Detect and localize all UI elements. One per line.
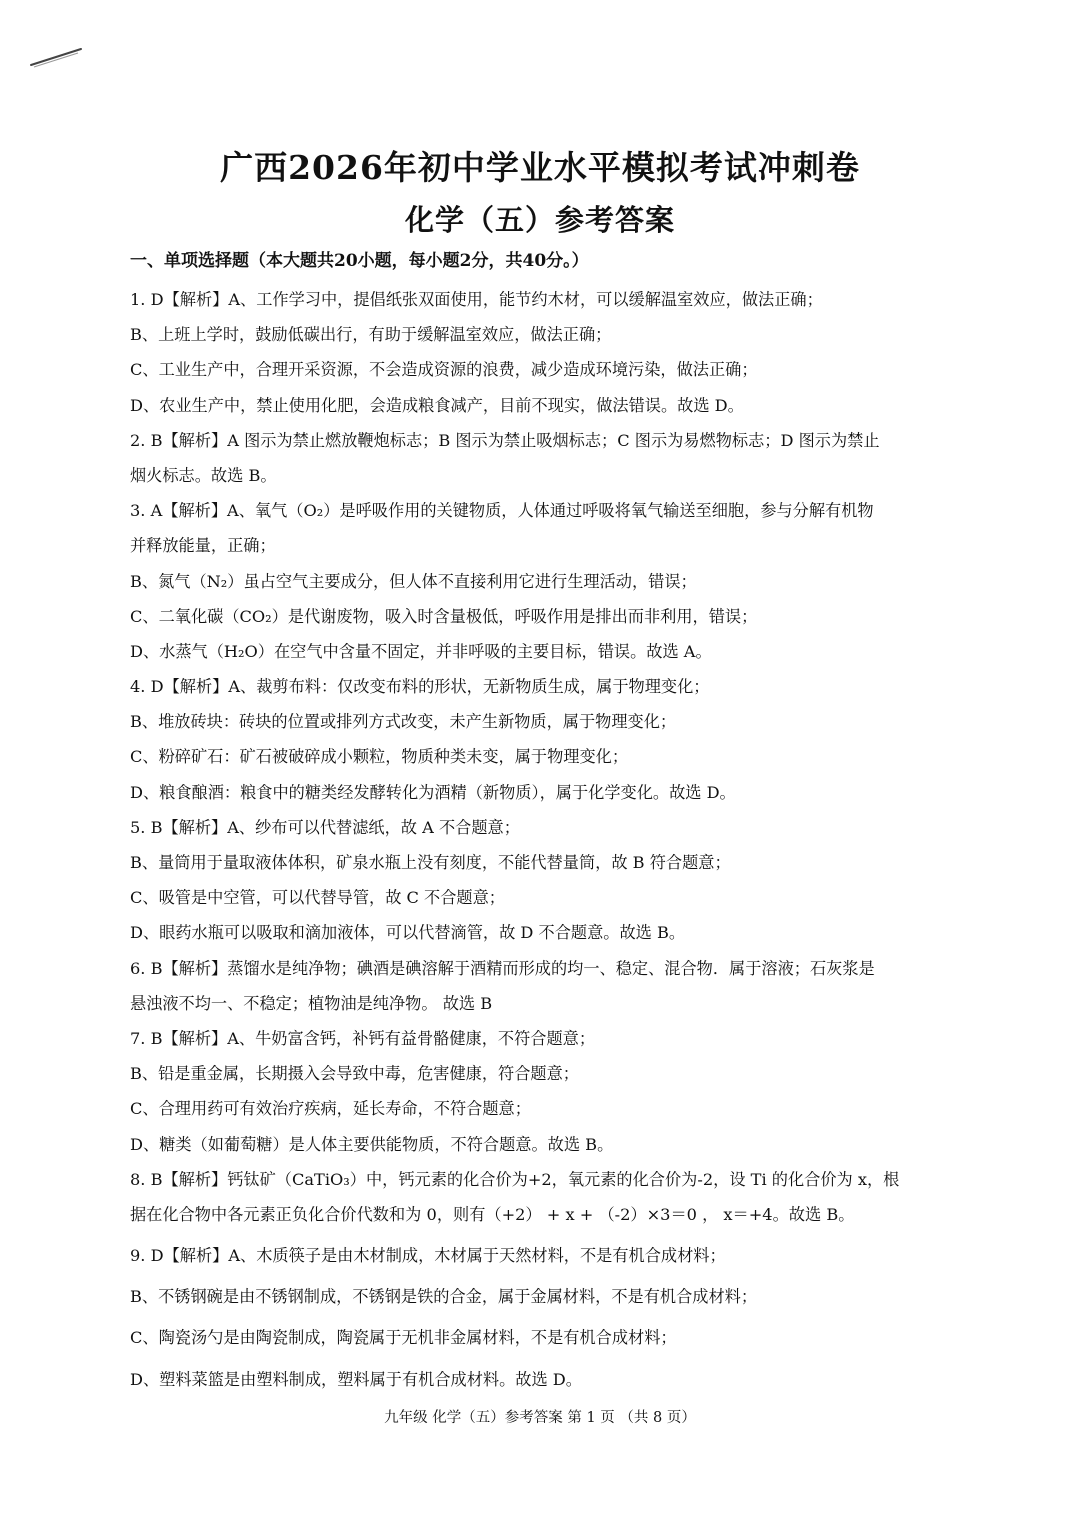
answer-line: 6. B【解析】蒸馏水是纯净物；碘酒是碘溶解于酒精而形成的均一、稳定、混合物．属于溶液；石灰浆是 (130, 958, 875, 978)
answer-line: 悬浊液不均一、不稳定；植物油是纯净物。 故选 B (130, 993, 493, 1013)
answer-line: D、农业生产中，禁止使用化肥，会造成粮食减产，目前不现实，做法错误。故选 D。 (130, 395, 744, 415)
answer-line: D、糖类（如葡萄糖）是人体主要供能物质，不符合题意。故选 B。 (130, 1134, 614, 1154)
answer-line: C、合理用药可有效治疗疾病，延长寿命，不符合题意； (130, 1099, 531, 1119)
answer-line: 9. D【解析】A、木质筷子是由木材制成，木材属于天然材料，不是有机合成材料； (130, 1246, 726, 1266)
answer-line: 3. A【解析】A、氧气（O₂）是呼吸作用的关键物质，人体通过呼吸将氧气输送至细胞，参与分解有机物 (130, 501, 874, 521)
answer-line: D、水蒸气（H₂O）在空气中含量不固定，并非呼吸的主要目标，错误。故选 A。 (130, 641, 712, 661)
answer-list (130, 282, 960, 1397)
answer-line: 4. D【解析】A、裁剪布料：仅改变布料的形状，无新物质生成，属于物理变化； (130, 677, 710, 697)
answer-line: B、量筒用于量取液体体积，矿泉水瓶上没有刻度，不能代替量筒，故 B 符合题意； (130, 853, 731, 872)
answer-line: C、粉碎矿石：矿石被破碎成小颗粒，物质种类未变，属于物理变化； (130, 747, 629, 767)
answer-line: 5. B【解析】A、纱布可以代替滤纸，故 A 不合题意； (130, 817, 520, 837)
answer-line: D、粮食酿酒：粮食中的糖类经发酵转化为酒精（新物质），属于化学变化。故选 D。 (130, 782, 736, 802)
answer-line: 烟火标志。故选 B。 (130, 465, 277, 485)
answer-line: 2. B【解析】A 图示为禁止燃放鞭炮标志；B 图示为禁止吸烟标志；C 图示为易燃物标志；D 图示为禁止 (130, 430, 880, 450)
answer-line: 据在化合物中各元素正负化合价代数和为 0，则有（+2） + x + （-2）×3＝0 ， x＝+4。故选 B。 (130, 1204, 855, 1224)
answer-line: D、塑料菜篮是由塑料制成，塑料属于有机合成材料。故选 D。 (130, 1369, 582, 1389)
page-title: 广西2026年初中学业水平模拟考试冲刺卷 (220, 148, 860, 187)
answer-line: B、不锈钢碗是由不锈钢制成，不锈钢是铁的合金，属于金属材料，不是有机合成材料； (130, 1287, 758, 1307)
answer-line: C、陶瓷汤勺是由陶瓷制成，陶瓷属于无机非金属材料，不是有机合成材料； (130, 1328, 677, 1348)
answer-line: C、工业生产中，合理开采资源，不会造成资源的浪费，减少造成环境污染，做法正确； (130, 360, 758, 380)
answer-line: C、吸管是中空管，可以代替导管，故 C 不合题意； (130, 888, 505, 908)
answer-line: B、上班上学时，鼓励低碳出行，有助于缓解温室效应，做法正确； (130, 325, 612, 345)
answer-line: 8. B【解析】钙钛矿（CaTiO₃）中，钙元素的化合价为+2，氧元素的化合价为-2，设 Ti 的化合价为 x，根 (130, 1169, 900, 1189)
page-footer: 九年级 化学（五）参考答案 第 1 页 （共 8 页） (384, 1410, 696, 1426)
page-subtitle: 化学（五）参考答案 (404, 203, 675, 237)
answer-line: B、堆放砖块：砖块的位置或排列方式改变，未产生新物质，属于物理变化； (130, 712, 677, 732)
answer-line: B、氮气（N₂）虽占空气主要成分，但人体不直接利用它进行生理活动，错误； (130, 571, 697, 591)
answer-line: D、眼药水瓶可以吸取和滴加液体，可以代替滴管，故 D 不合题意。故选 B。 (130, 923, 686, 943)
answer-line: 7. B【解析】A、牛奶富含钙，补钙有益骨骼健康，不符合题意； (130, 1028, 596, 1048)
section-heading: 一、单项选择题（本大题共20小题，每小题2分，共40分。） (130, 251, 589, 271)
pen-stroke-mark (28, 46, 84, 68)
answer-line: 并释放能量，正确； (130, 536, 276, 556)
answer-line: 1. D【解析】A、工作学习中，提倡纸张双面使用，能节约木材，可以缓解温室效应，做法正确； (130, 290, 823, 309)
answer-line: C、二氧化碳（CO₂）是代谢废物，吸入时含量极低，呼吸作用是排出而非利用，错误； (130, 606, 758, 626)
answer-line: B、铅是重金属，长期摄入会导致中毒，危害健康，符合题意； (130, 1064, 579, 1084)
